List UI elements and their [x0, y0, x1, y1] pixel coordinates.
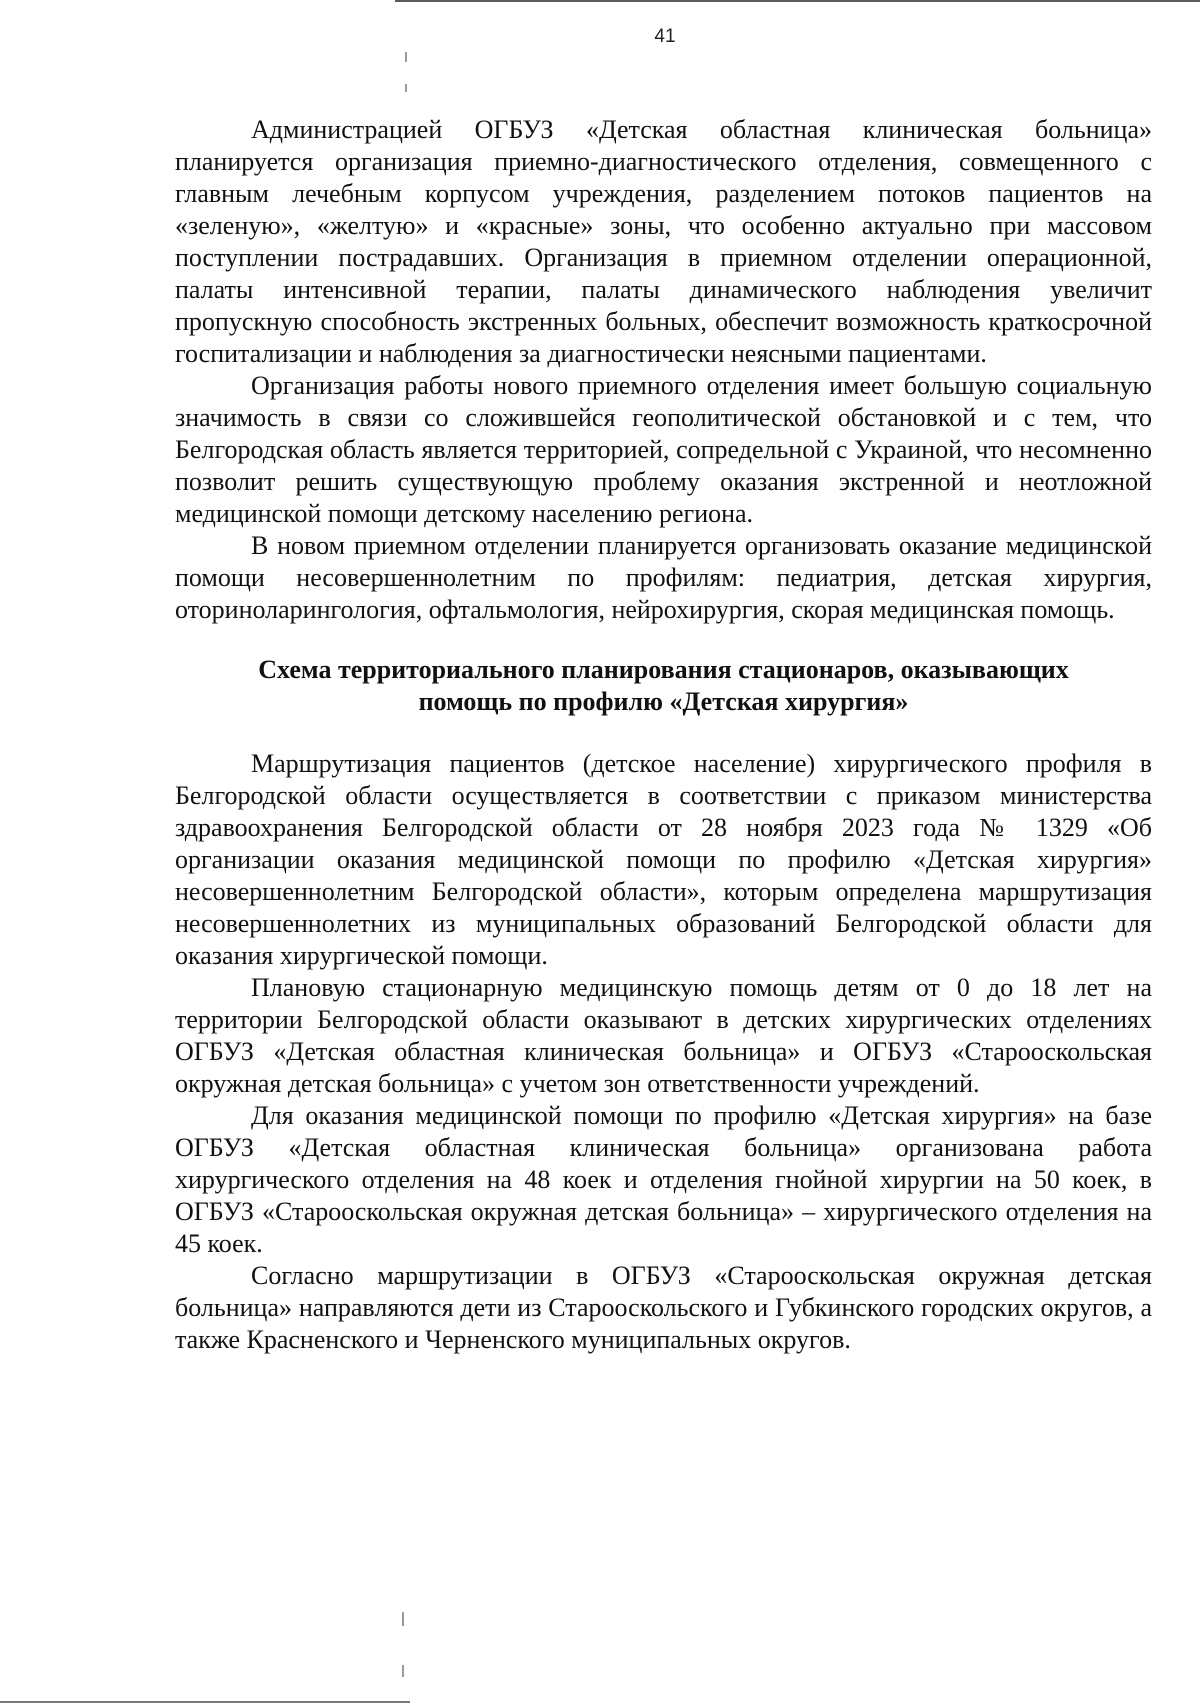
- paragraph: Администрацией ОГБУЗ «Детская областная клиническая больница» планируется организация приемно-диагностического отделения, совмещенного с главным лечебным корпусом учреждения, разделением потоков пациентов на «зеленую», «желтую» и «красные» зоны, что особенно актуально при массовом поступлении пострадавших. Организация в приемном отделении операционной, палаты интенсивной терапии, палаты динамического наблюдения увеличит пропускную способность экстренных больных, обеспечит возможность краткосрочной госпитализации и наблюдения за диагностически неясными пациентами.: [175, 115, 1152, 368]
- scan-speck: [402, 1665, 404, 1677]
- paragraph: Для оказания медицинской помощи по профилю «Детская хирургия» на базе ОГБУЗ «Детская областная клиническая больница» организована работа хирургического отделения на 48 коек и отделения гнойной хирургии на 50 коек, в ОГБУЗ «Старооскольская окружная детская больница» – хирургического отделения на 45 коек.: [175, 1101, 1152, 1258]
- paragraph: В новом приемном отделении планируется организовать оказание медицинской помощи несовершеннолетним по профилям: педиатрия, детская хирургия, оториноларингология, офтальмология, нейрохирургия, скорая медицинская помощь.: [175, 531, 1152, 624]
- scan-speck: [405, 52, 407, 62]
- page-number: 41: [654, 26, 676, 47]
- paragraph: Согласно маршрутизации в ОГБУЗ «Старооскольская окружная детская больница» направляются дети из Старооскольского и Губкинского городских округов, а также Красненского и Черненского муниципальных округов.: [175, 1261, 1152, 1354]
- scan-speck: [405, 84, 407, 92]
- paragraph: Организация работы нового приемного отделения имеет большую социальную значимость в связи со сложившейся геополитической обстановкой и с тем, что Белгородская область является территорией, сопредельной с Украиной, что несомненно позволит решить существующую проблему оказания экстренной и неотложной медицинской помощи детскому населению региона.: [175, 371, 1152, 528]
- paragraph: Маршрутизация пациентов (детское население) хирургического профиля в Белгородской области осуществляется в соответствии с приказом министерства здравоохранения Белгородской области от 28 ноября 2023 года № 1329 «Об организации оказания медицинской помощи по профилю «Детская хирургия» несовершеннолетним Белгородской области», которым определена маршрутизация несовершеннолетних из муниципальных образований Белгородской области для оказания хирургической помощи.: [175, 749, 1152, 970]
- section-heading: Схема территориального планирования стационаров, оказывающих помощь по профилю «Детская хирургия»: [258, 655, 1069, 716]
- scan-speck: [402, 1612, 404, 1626]
- paragraph: Плановую стационарную медицинскую помощь детям от 0 до 18 лет на территории Белгородской области оказывают в детских хирургических отделениях ОГБУЗ «Детская областная клиническая больница» и ОГБУЗ «Старооскольская окружная детская больница» с учетом зон ответственности учреждений.: [175, 973, 1152, 1098]
- document-body: [175, 114, 1152, 1356]
- top-rule: [395, 0, 1200, 2]
- bottom-rule: [0, 1701, 410, 1703]
